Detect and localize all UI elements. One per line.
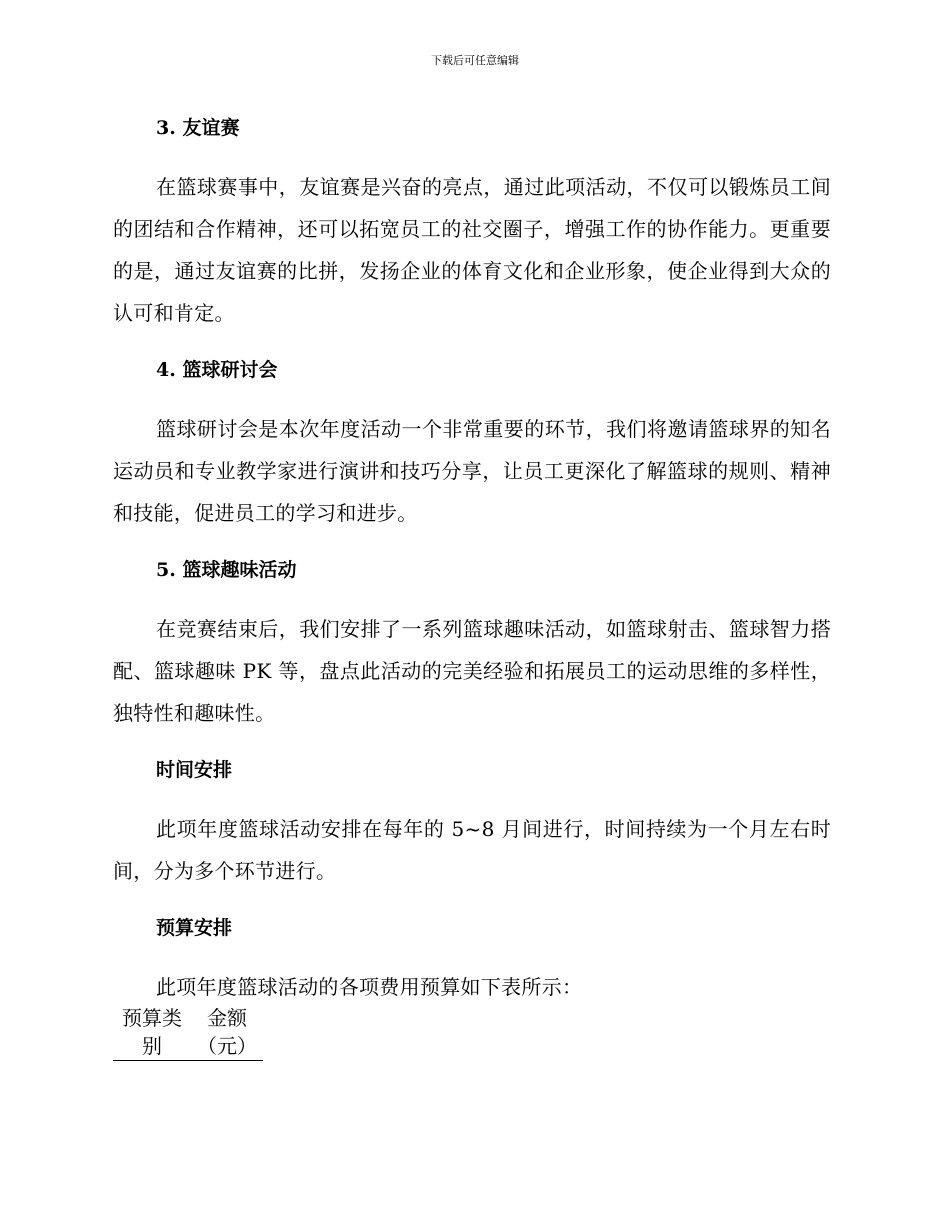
table-header-category: 预算类别 [113, 1004, 191, 1061]
page-header-note: 下载后可任意编辑 [431, 54, 519, 67]
document-body [113, 110, 831, 1008]
budget-table [113, 1004, 263, 1061]
section-heading: 3. 友谊赛 [156, 117, 240, 139]
section-paragraph: 此项年度篮球活动安排在每年的 5~8 月间进行，时间持续为一个月左右时间，分为多个环节进行。 [113, 817, 831, 883]
section-heading: 预算安排 [156, 917, 233, 939]
table-header-amount: 金额（元） [191, 1004, 263, 1061]
section-basketball-seminar [113, 352, 831, 552]
section-heading: 5. 篮球趣味活动 [156, 559, 297, 581]
section-fun-activities [113, 552, 831, 752]
section-paragraph: 在竞赛结束后，我们安排了一系列篮球趣味活动，如篮球射击、篮球智力搭配、篮球趣味 PK 等，盘点此活动的完美经验和拓展员工的运动思维的多样性，独特性和趣味性。 [113, 617, 831, 725]
section-paragraph: 篮球研讨会是本次年度活动一个非常重要的环节，我们将邀请篮球界的知名运动员和专业教学家进行演讲和技巧分享，让员工更深化了解篮球的规则、精神和技能，促进员工的学习和进步。 [113, 417, 831, 525]
section-schedule [113, 752, 831, 910]
section-friendly-match [113, 110, 831, 352]
section-paragraph: 此项年度篮球活动的各项费用预算如下表所示： [156, 975, 583, 999]
section-heading: 4. 篮球研讨会 [156, 359, 278, 381]
table-header-row [113, 1004, 263, 1061]
section-budget [113, 910, 831, 1008]
section-heading: 时间安排 [156, 759, 233, 781]
section-paragraph: 在篮球赛事中，友谊赛是兴奋的亮点，通过此项活动，不仅可以锻炼员工间的团结和合作精神，还可以拓宽员工的社交圈子，增强工作的协作能力。更重要的是，通过友谊赛的比拼，发扬企业的体育文化和企业形象，使企业得到大众的认可和肯定。 [113, 175, 831, 325]
